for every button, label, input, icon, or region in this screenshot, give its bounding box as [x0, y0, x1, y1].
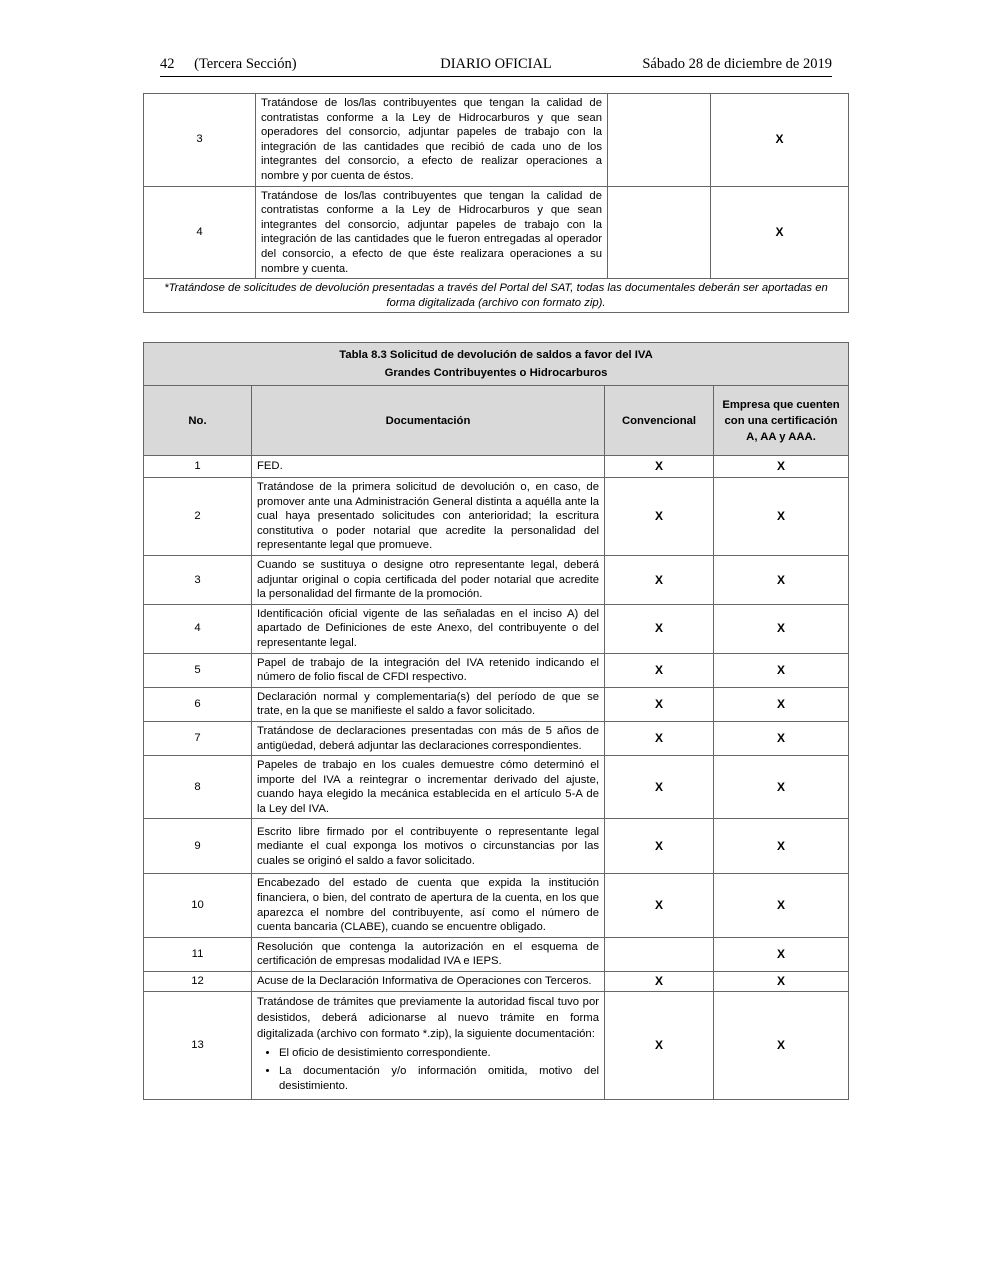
- table-row: [144, 604, 849, 653]
- row-number: 8: [144, 756, 252, 819]
- column-header-documentacion: Documentación: [252, 386, 605, 456]
- certificacion-mark: X: [714, 991, 849, 1100]
- column-header-row: [144, 386, 849, 456]
- row-documentation: Identificación oficial vigente de las señaladas en el inciso A) del apartado de Definiciones de este Anexo, del contribuyente o del representante legal.: [252, 604, 605, 653]
- convencional-mark: X: [605, 555, 714, 604]
- table-body-last: [144, 991, 849, 1100]
- row-number: 7: [144, 721, 252, 755]
- table-title: Tabla 8.3 Solicitud de devolución de saldos a favor del IVA: [339, 349, 653, 361]
- row-number: 1: [144, 456, 252, 478]
- table-row: [144, 756, 849, 819]
- column-header-convencional: Convencional: [605, 386, 714, 456]
- row-number: 6: [144, 687, 252, 721]
- row-13-text: Tratándose de trámites que previamente la autoridad fiscal tuvo por desistidos, deberá adicionarse al nuevo trámite en forma digitalizada (archivo con formato *.zip), la siguiente documentación:: [257, 995, 599, 1040]
- convencional-mark: X: [605, 653, 714, 687]
- convencional-mark: [608, 94, 711, 187]
- certificacion-mark: X: [714, 937, 849, 971]
- section-label: (Tercera Sección): [194, 56, 297, 72]
- certificacion-mark: X: [711, 94, 849, 187]
- row-number: 2: [144, 478, 252, 556]
- previous-table-body: [144, 94, 849, 279]
- page-number: 42: [160, 56, 175, 72]
- row-13-bullet-list: [257, 1046, 599, 1094]
- row-number: 3: [144, 94, 256, 187]
- publication-date: Sábado 28 de diciembre de 2019: [642, 56, 832, 72]
- table-8-3: [143, 342, 849, 1100]
- convencional-mark: X: [605, 687, 714, 721]
- table-row: [144, 972, 849, 992]
- row-number: 5: [144, 653, 252, 687]
- certificacion-mark: X: [711, 186, 849, 279]
- convencional-mark: X: [605, 721, 714, 755]
- table-row: [144, 653, 849, 687]
- table-row: [144, 937, 849, 971]
- certificacion-mark: X: [714, 756, 849, 819]
- row-documentation: Tratándose de los/las contribuyentes que tengan la calidad de contratistas conforme a la Ley de Hidrocarburos y que sean operadores del consorcio, adjuntar papeles de trabajo con la integración de las cantidades que recibió de cada uno de los integrantes del consorcio, a efecto de realizar operaciones a nombre y por cuenta de éstos.: [256, 94, 608, 187]
- certificacion-mark: X: [714, 478, 849, 556]
- convencional-mark: X: [605, 972, 714, 992]
- certificacion-mark: X: [714, 604, 849, 653]
- table-row: [144, 819, 849, 874]
- row-documentation: Tratándose de la primera solicitud de devolución o, en caso, de promover ante una Administración General distinta a aquélla ante la cual haya presentado solicitudes con anterioridad; la escritura constitutiva o poder notarial que acredite la personalidad del representante legal que promueve.: [252, 478, 605, 556]
- column-header-certificacion: Empresa que cuenten con una certificación A, AA y AAA.: [714, 386, 849, 456]
- table-row: [144, 555, 849, 604]
- row-number: 13: [144, 991, 252, 1100]
- row-number: 3: [144, 555, 252, 604]
- row-documentation: Escrito libre firmado por el contribuyente o representante legal mediante el cual exponga los motivos o circunstancias por las cuales se originó el saldo a favor solicitado.: [252, 819, 605, 874]
- note-row: [144, 279, 849, 313]
- table-row: [144, 94, 849, 187]
- table-row: [144, 991, 849, 1100]
- row-documentation: [252, 991, 605, 1100]
- row-documentation: Tratándose de declaraciones presentadas con más de 5 años de antigüedad, deberá adjuntar las declaraciones correspondientes.: [252, 721, 605, 755]
- table-row: [144, 186, 849, 279]
- row-documentation: Resolución que contenga la autorización en el esquema de certificación de empresas modalidad IVA e IEPS.: [252, 937, 605, 971]
- table-row: [144, 478, 849, 556]
- certificacion-mark: X: [714, 456, 849, 478]
- bullet-item: • La documentación y/o información omitida, motivo del desistimiento.: [279, 1064, 599, 1093]
- row-documentation: Cuando se sustituya o designe otro representante legal, deberá adjuntar original o copia certificada del poder notarial que acredite la personalidad del firmante de la promoción.: [252, 555, 605, 604]
- previous-table-continuation: [143, 93, 849, 313]
- convencional-mark: X: [605, 478, 714, 556]
- row-documentation: Papel de trabajo de la integración del IVA retenido indicando el número de folio fiscal de CFDI respectivo.: [252, 653, 605, 687]
- table-row: [144, 687, 849, 721]
- convencional-mark: X: [605, 604, 714, 653]
- row-documentation: Declaración normal y complementaria(s) del período de que se trate, en la que se manifieste el saldo a favor solicitado.: [252, 687, 605, 721]
- convencional-mark: X: [605, 456, 714, 478]
- certificacion-mark: X: [714, 819, 849, 874]
- row-documentation: Papeles de trabajo en los cuales demuestre cómo determinó el importe del IVA a reintegrar o incrementar derivado del ajuste, cuando haya elegido la mecánica establecida en el artículo 5-A de la Ley del IVA.: [252, 756, 605, 819]
- certificacion-mark: X: [714, 555, 849, 604]
- table-subtitle: Grandes Contribuyentes o Hidrocarburos: [384, 367, 608, 379]
- certificacion-mark: X: [714, 721, 849, 755]
- row-documentation: FED.: [252, 456, 605, 478]
- convencional-mark: X: [605, 756, 714, 819]
- convencional-mark: X: [605, 819, 714, 874]
- table-row: [144, 456, 849, 478]
- certificacion-mark: X: [714, 874, 849, 937]
- row-documentation: Acuse de la Declaración Informativa de Operaciones con Terceros.: [252, 972, 605, 992]
- row-number: 9: [144, 819, 252, 874]
- row-number: 4: [144, 604, 252, 653]
- certificacion-mark: X: [714, 653, 849, 687]
- row-number: 11: [144, 937, 252, 971]
- table-body: [144, 456, 849, 992]
- row-number: 10: [144, 874, 252, 937]
- convencional-mark: [605, 937, 714, 971]
- row-number: 12: [144, 972, 252, 992]
- table-title-cell: [144, 343, 849, 386]
- convencional-mark: X: [605, 874, 714, 937]
- table-row: [144, 874, 849, 937]
- convencional-mark: [608, 186, 711, 279]
- row-number: 4: [144, 186, 256, 279]
- row-documentation: Encabezado del estado de cuenta que expida la institución financiera, o bien, del contrato de apertura de la cuenta, en los que aparezca el nombre del contribuyente, así como el número de cuenta bancaria (CLABE), cuando se encuentre obligado.: [252, 874, 605, 937]
- column-header-no: No.: [144, 386, 252, 456]
- bullet-item: • El oficio de desistimiento correspondiente.: [279, 1046, 599, 1061]
- portal-note: *Tratándose de solicitudes de devolución presentadas a través del Portal del SAT, todas las documentales deberán ser aportadas en forma digitalizada (archivo con formato zip).: [144, 279, 849, 313]
- certificacion-mark: X: [714, 687, 849, 721]
- publication-name: DIARIO OFICIAL: [440, 56, 552, 72]
- table-row: [144, 721, 849, 755]
- page-header: [160, 56, 832, 77]
- row-documentation: Tratándose de los/las contribuyentes que tengan la calidad de contratistas conforme a la Ley de Hidrocarburos y que sean integrantes del consorcio, adjuntar papeles de trabajo con la integración de las cantidades que le fueron entregadas al operador del consorcio, a efecto de que éste realizara operaciones a su nombre y cuenta.: [256, 186, 608, 279]
- certificacion-mark: X: [714, 972, 849, 992]
- table-title-row: [144, 343, 849, 386]
- convencional-mark: X: [605, 991, 714, 1100]
